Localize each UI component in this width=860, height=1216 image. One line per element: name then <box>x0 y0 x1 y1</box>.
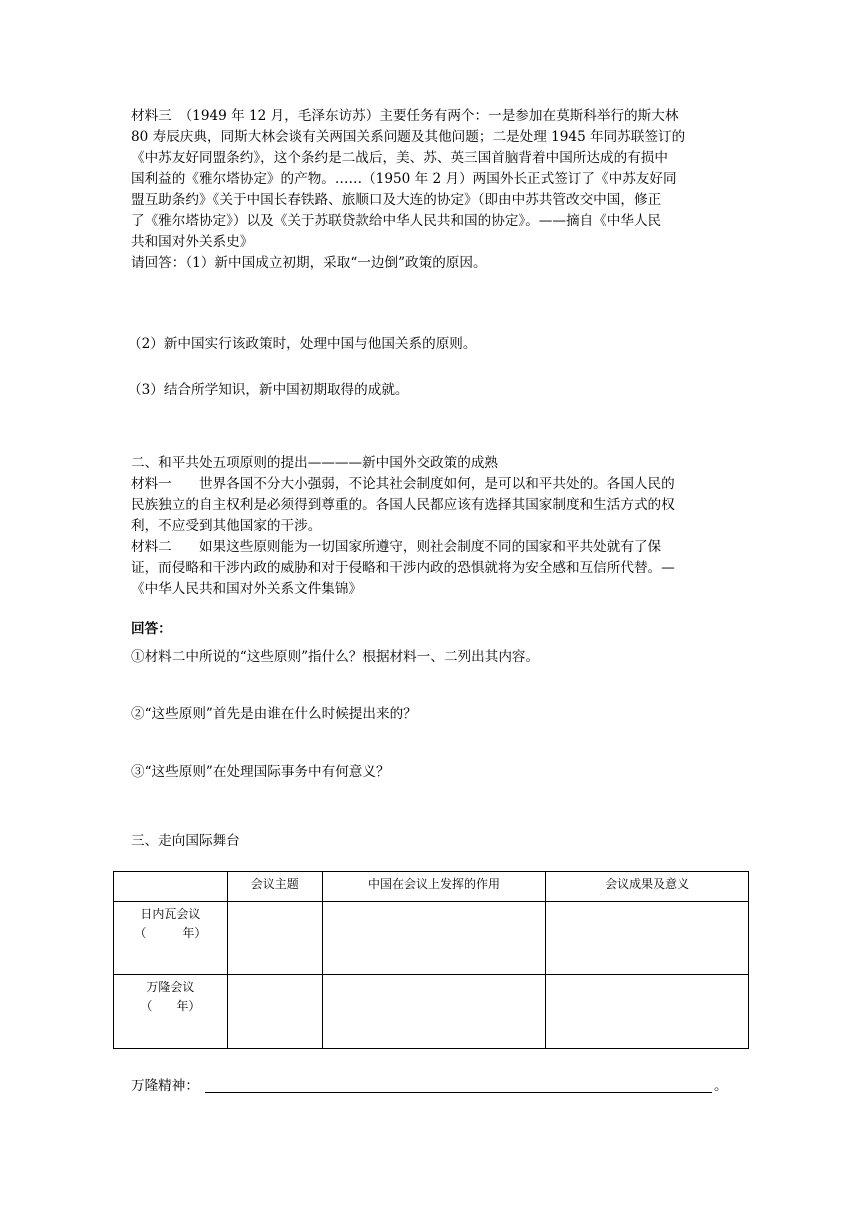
material-3-line: 盟互助条约》《关于中国长春铁路、旅顺口及大连的协定》（即由中苏共管改交中国，修正 <box>131 192 662 208</box>
conference-name-cell <box>114 975 228 1049</box>
answer-label <box>131 619 731 640</box>
section-2-question-2 <box>131 704 731 725</box>
material-3-line: 共和国对外关系史》 <box>131 234 254 250</box>
section-2-question-3 <box>131 762 731 783</box>
material-3-line: 了《雅尔塔协定》）以及《关于苏联贷款给中华人民共和国的协定》。——摘自《中华人民 <box>131 213 662 229</box>
material-2-line: 证，而侵略和干涉内政的威胁和对于侵略和干涉内政的恐惧就将为安全感和互信所代替。— <box>131 560 675 576</box>
bandung-spirit-answer-line[interactable] <box>205 1092 712 1093</box>
bandung-spirit-label: 万隆精神： <box>131 1078 199 1094</box>
table-cell[interactable] <box>322 902 546 975</box>
conference-name: 万隆会议 <box>146 980 195 994</box>
section-3-heading-text: 三、走向国际舞台 <box>131 833 240 849</box>
material-3 <box>131 106 731 274</box>
section-2-question-1 <box>131 647 731 668</box>
section-2 <box>131 453 731 600</box>
section-2-heading: 二、和平共处五项原则的提出————新中国外交政策的成熟 <box>131 455 499 471</box>
table-cell[interactable] <box>227 902 322 975</box>
table-row <box>114 975 749 1049</box>
material-3-line: 80 寿辰庆典，同斯大林会谈有关两国关系问题及其他问题；二是处理 1945 年同苏联签订的 <box>131 129 686 145</box>
answer-label-text: 回答： <box>131 621 172 637</box>
material-2-line: 《中华人民共和国对外关系文件集锦》 <box>131 581 363 597</box>
table-header-cell: 会议成果及意义 <box>546 872 749 902</box>
table-row <box>114 902 749 975</box>
material-1-line: 利，不应受到其他国家的干涉。 <box>131 518 322 534</box>
table-header-row <box>114 872 749 902</box>
table-cell[interactable] <box>322 975 546 1049</box>
bandung-spirit-end-mark: 。 <box>714 1078 728 1094</box>
table-header-cell <box>114 872 228 902</box>
conference-name: 日内瓦会议 <box>140 907 201 921</box>
conference-year-blank: （ 年） <box>140 999 201 1013</box>
material-1-line: 民族独立的自主权利是必须得到尊重的。各国人民都应该有选择其国家制度和生活方式的权 <box>131 497 675 513</box>
section-2-question-3-text: ③“这些原则”在处理国际事务中有何意义？ <box>131 764 390 780</box>
question-1: 请回答：（1）新中国成立初期，采取“一边倒”政策的原因。 <box>131 255 487 271</box>
table-cell[interactable] <box>546 975 749 1049</box>
section-2-question-2-text: ②“这些原则”首先是由谁在什么时候提出来的？ <box>131 706 417 722</box>
section-3-heading <box>131 831 731 852</box>
material-3-line: 国利益的《雅尔塔协定》的产物。……（1950 年 2 月）两国外长正式签订了《中苏友好同 <box>131 171 677 187</box>
question-3-text: （3）结合所学知识，新中国初期取得的成就。 <box>128 382 409 398</box>
material-1-line: 材料一 世界各国不分大小强弱，不论其社会制度如何，是可以和平共处的。各国人民的 <box>131 476 675 492</box>
section-2-question-1-text: ①材料二中所说的“这些原则”指什么？根据材料一、二列出其内容。 <box>131 649 540 665</box>
question-2 <box>128 334 728 355</box>
table-header-cell: 会议主题 <box>227 872 322 902</box>
material-3-line: 《中苏友好同盟条约》，这个条约是二战后，美、苏、英三国首脑背着中国所达成的有损中 <box>131 150 668 166</box>
conference-table <box>113 871 749 1049</box>
material-3-line: 材料三 （1949 年 12 月，毛泽东访苏）主要任务有两个：一是参加在莫斯科举行的斯大林 <box>131 108 679 124</box>
table-cell[interactable] <box>227 975 322 1049</box>
question-2-text: （2）新中国实行该政策时，处理中国与他国关系的原则。 <box>128 336 477 352</box>
question-3 <box>128 380 728 401</box>
conference-name-cell <box>114 902 228 975</box>
conference-year-blank: （ 年） <box>134 926 207 940</box>
material-2-line: 材料二 如果这些原则能为一切国家所遵守，则社会制度不同的国家和平共处就有了保 <box>131 539 662 555</box>
table-header-cell: 中国在会议上发挥的作用 <box>322 872 546 902</box>
table-cell[interactable] <box>546 902 749 975</box>
